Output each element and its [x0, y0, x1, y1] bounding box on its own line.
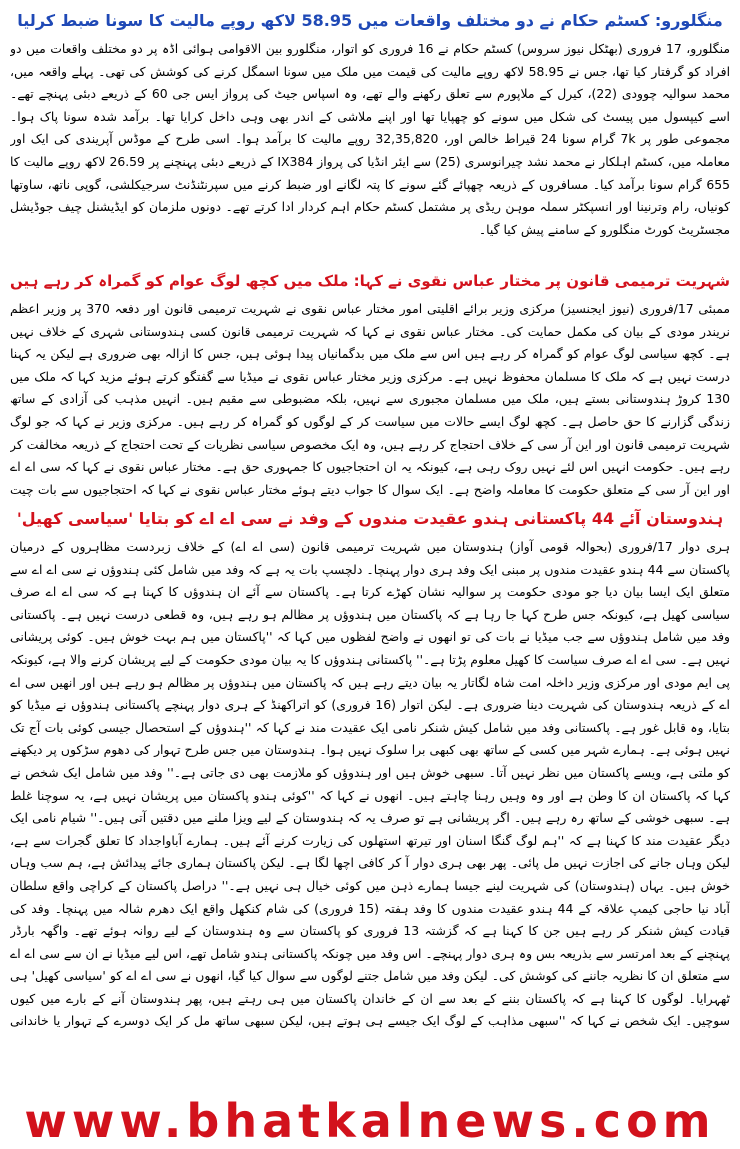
site-footer [0, 1093, 740, 1149]
headline-pakistani-hindus: ہندوستان آئے 44 پاکستانی ہندو عقیدت مندوں کے وفد نے سی اے اے کو بتایا 'سیاسی کھیل' [16, 509, 724, 528]
headline-gold-seizure: منگلورو: کسٹم حکام نے دو مختلف واقعات میں 58.95 لاکھ روپے مالیت کا سونا ضبط کرلیا [17, 11, 723, 30]
article-body-pakistani-hindus: ہری دوار 17/فروری (بحوالہ قومی آواز) ہندوستان میں شہریت ترمیمی قانون (سی اے اے) کے خلاف زبردست مظاہروں کے درمیان پاکستان سے 44 ہندو عقیدت مندوں پر مبنی ایک وفد ہری دوار پہنچا۔ دلچسپ بات یہ ہے کہ وفد میں شامل کئی ہندوؤں نے سی اے اے سے متعلق ایک ایسا بیان دیا جو مودی حکومت پر سوالیہ نشان کھڑے کرتا ہے۔ پاکستان سے آئے ان ہندوؤں کا کہنا ہے کہ سی اے اے صرف سیاسی کھیل ہے، کیونکہ جس طرح کہا جا رہا ہے کہ پاکستان میں ہندوؤں پر مظالم ہو رہے ہیں، وہ قطعی درست نہیں ہے۔ پاکستانی وفد میں شامل ہندوؤں سے جب میڈیا نے بات کی تو انھوں نے واضح لفظوں میں کہا کہ ''پاکستان میں ہم بہت خوش ہیں۔ کوئی پریشانی نہیں ہے۔ سی اے اے صرف سیاست کا کھیل معلوم پڑتا ہے۔'' پاکستانی ہندوؤں کا یہ بیان مودی حکومت کے لیے پریشان کرنے والا ہے، کیونکہ پی ایم مودی اور مرکزی وزیر داخلہ امت شاہ لگاتار یہ بیان دیتے رہے ہیں کہ پاکستان میں ہندوؤں پر مظالم ہو رہے ہیں اور انھیں سی اے اے کے ذریعہ ہندوستان کی شہریت دینا ضروری ہے۔ لیکن اتوار (16 فروری) کو اتراکھنڈ کے ہری دوار پہنچے پاکستانی ہندوؤں نے میڈیا کو بتایا، وہ قابل غور ہے۔ پاکستانی وفد میں شامل کیش شنکر نامی ایک عقیدت مند نے کہا کہ ''ہندوؤں کے استحصال جیسی کوئی بات آج تک نہیں ہوئی ہے۔ ہمارے شہر میں کسی کے ساتھ بھی کبھی برا سلوک نہیں ہوا۔ ہندوستان میں جس طرح تہوار کی دھوم سڑکوں پر دیکھنے کو ملتی ہے، ویسے پاکستان میں نظر نہیں آتا۔ سبھی خوش ہیں اور ہندوؤں کو ملازمت بھی دی جاتی ہے۔'' وفد میں شامل ایک شخص نے کہا کہ پاکستان ان کا وطن ہے اور وہ وہیں رہنا چاہتے ہیں۔ انھوں نے کہا کہ ''کوئی ہندو پاکستان میں پریشان نہیں ہے، یہ سوچنا غلط ہے۔ سبھی خوشی کے ساتھ رہ رہے ہیں۔ اگر پریشانی ہے تو صرف یہ کہ ہندوستان کے لیے ویزا ملنے میں دقتیں آتی ہیں۔'' شیام نامی ایک دیگر عقیدت مند کا کہنا ہے کہ ''ہم لوگ گنگا اسنان اور تیرتھ استھلوں کی زیارت کرنے آئے ہیں۔ ہمارے آباواجداد کا تعلق گجرات سے ہے، لیکن وہاں جانے کی اجازت نہیں مل پائی۔ پھر بھی ہری دوار آ کر کافی اچھا لگا ہے۔ لیکن پاکستان ہماری جائے پیدائش ہے، ہم سب وہاں خوش ہیں۔ یہاں (ہندوستان) کی شہریت لینے جیسا ہمارے ذہن میں کوئی خیال ہی نہیں ہے۔'' دراصل پاکستان کے کراچی واقع سلطان آباد نیا حاجی کیمپ علاقہ کے 44 ہندو عقیدت مندوں کا وفد ہفتہ (15 فروری) کی شام کنکھل واقع ایک دھرم شالہ میں پہنچا۔ وفد کی قیادت کیش شنکر کر رہے ہیں جن کا کہنا ہے کہ گزشتہ 13 فروری کو پاکستان سے وہ ہندوستان کے لیے روانہ ہوئے تھے۔ واگھہ بارڈر پہنچنے کے بعد امرتسر سے بذریعہ بس وہ ہری دوار پہنچے۔ اس وفد میں چونکہ پاکستانی ہندو شامل تھے، اس لیے میڈیا نے ان سے سی اے اے سے متعلق ان کا نظریہ جاننے کی کوشش کی۔ لیکن وفد میں شامل جتنے لوگوں سے سوال کیا گیا، انھوں نے سی اے اے کو 'سیاسی کھیل' ہی ٹھہرایا۔ لوگوں کا کہنا ہے کہ پاکستان بننے کے بعد سے ان کے خاندان پاکستان میں ہی رہتے ہیں، پھر ہندوستان آنے کے بارے میں کیوں سوچیں۔ ایک شخص نے کہا کہ ''سبھی مذاہب کے لوگ ایک جیسے ہی ہوتے ہیں، لیکن سبھی ساتھ مل کر ایک دوسرے کے تہوار یا خاندانی [10, 539, 730, 1029]
site-url-link[interactable]: www.bhatkalnews.com [24, 1094, 716, 1148]
headline-naqvi-caa: شہریت ترمیمی قانون پر مختار عباس نقوی نے کہا: ملک میں کچھ لوگ عوام کو گمراہ کر رہے ہیں [9, 272, 730, 290]
article-body-naqvi-caa: ممبئی 17/فروری (نیوز ایجنسیز) مرکزی وزیر برائے اقلیتی امور مختار عباس نقوی نے شہریت ترمیمی قانون اور دفعہ 370 پر وزیر اعظم نریندر مودی کے بیان کی مکمل حمایت کی۔ مختار عباس نقوی نے کہا کہ شہریت ترمیمی قانون کسی ہندوستانی شہری کے خلاف نہیں ہے۔ کچھ سیاسی لوگ عوام کو گمراہ کر رہے ہیں اس سے ملک میں بدگمانیاں پیدا ہوئی ہیں، جس کا ازالہ بھی ضروری ہے لیکن یہ کہنا درست نہیں ہے کہ ملک کا مسلمان محفوظ نہیں ہے۔ مرکزی وزیر مختار عباس نقوی نے میڈیا سے گفتگو کرتے ہوئے مزید کہا کہ ملک میں 130 کروڑ ہندوستانی بستے ہیں، ملک میں مسلمان مجبوری سے نہیں، بلکہ مضبوطی سے مقیم ہیں۔ انہیں مذہب کی آزادی کے ساتھ زندگی گزارنے کا حق حاصل ہے۔ کچھ لوگ ایسے حالات میں سیاست کر کے لوگوں کو گمراہ کر رہے ہیں۔ مرکزی وزیر نے کہا کہ جو لوگ شہریت ترمیمی قانون اور این آر سی کے خلاف احتجاج کر رہے ہیں، وہ ایک مخصوص سیاسی نظریات کے تحت احتجاج کے ذریعہ مخالفت کر رہے ہیں۔ حکومت انہیں اس لئے نہیں روک رہی ہے، کیونکہ یہ ان احتجاجیوں کا جمہوری حق ہے۔ مختار عباس نقوی نے کہا کہ سی اے اے اور این آر سی کے متعلق حکومت کا معاملہ واضح ہے۔ ایک سوال کا جواب دیتے ہوئے مختار عباس نقوی نے کہا کہ احتجاجیوں سے بات چیت [10, 301, 730, 497]
article-pakistani-hindus [8, 504, 732, 1036]
article-gold-seizure [8, 6, 732, 262]
article-naqvi-caa [8, 266, 732, 500]
article-body-gold-seizure: منگلورو، 17 فروری (بھٹکل نیوز سروس) کسٹم حکام نے 16 فروری کو اتوار، منگلورو بین الاقوامی ہوائی اڈہ پر دو مختلف واقعات میں دو افراد کو گرفتار کیا تھا، جس نے 58.95 لاکھ روپے مالیت کی قیمت میں ملک میں سونا اسمگل کرنے کی کوشش کی تھی۔ پہلے واقعہ میں، محمد سوالیہ چوودی (22)، کیرل کے ملاپورم سے تعلق رکھنے والے تھے، وہ اسپاس جیٹ کی پرواز ایس جی 60 کے ذریعے دبئی پہنچے تھے۔ اسے کیپسول میں پیسٹ کی شکل میں سونے کو چھپایا تھا اور اپنے ملاشی کے اندر بھی وہی داخل کرایا تھا۔ برآمد شدہ سونا پاک ہوا۔ مجموعی طور پر 7k گرام سونا 24 قیراط خالص اور، 32,35,820 روپے مالیت کا برآمد ہوا۔ اسی طرح کے موڈس آپریندی کی ایک اور معاملہ میں، کسٹم اہلکار نے محمد نشد چیرانوسری (25) سے ایئر انڈیا کی پرواز IX384 کے ذریعے دبئی پہنچنے پر 26.59 لاکھ روپے مالیت کا 655 گرام سونا برآمد کیا۔ مسافروں کے ذریعہ چھپائے گئے سونے کا پتہ لگانے اور ضبط کرنے میں سپرنٹنڈنٹ سرجیکلشی، گوپی ناتھ، ساوتھا کونیاں، رام وترنینا اور انسپکٹر سملہ موہن ریڈی پر مشتمل کسٹم حکام اہم کردار ادا کرتے تھے۔ دونوں ملزمان کو ایڈیشنل چیف جوڈیشل مجسٹریٹ کورٹ منگلورو کے سامنے پیش کیا گیا۔ [10, 41, 730, 237]
